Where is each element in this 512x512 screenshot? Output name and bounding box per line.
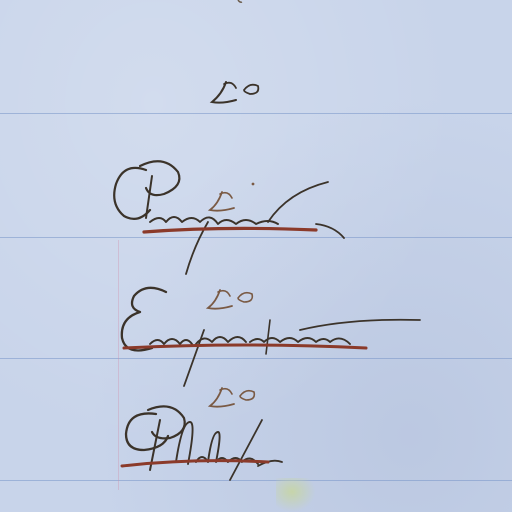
strikethrough-line bbox=[122, 461, 268, 466]
handwritten-word bbox=[126, 406, 282, 480]
strikethrough-line bbox=[144, 228, 316, 232]
handwritten-word bbox=[114, 161, 344, 274]
ditto-mark bbox=[208, 290, 252, 309]
handwritten-word bbox=[122, 288, 420, 386]
ditto-mark bbox=[210, 183, 254, 211]
strikethrough-line bbox=[124, 345, 366, 348]
ditto-mark bbox=[210, 388, 254, 407]
ditto-mark bbox=[212, 82, 258, 103]
